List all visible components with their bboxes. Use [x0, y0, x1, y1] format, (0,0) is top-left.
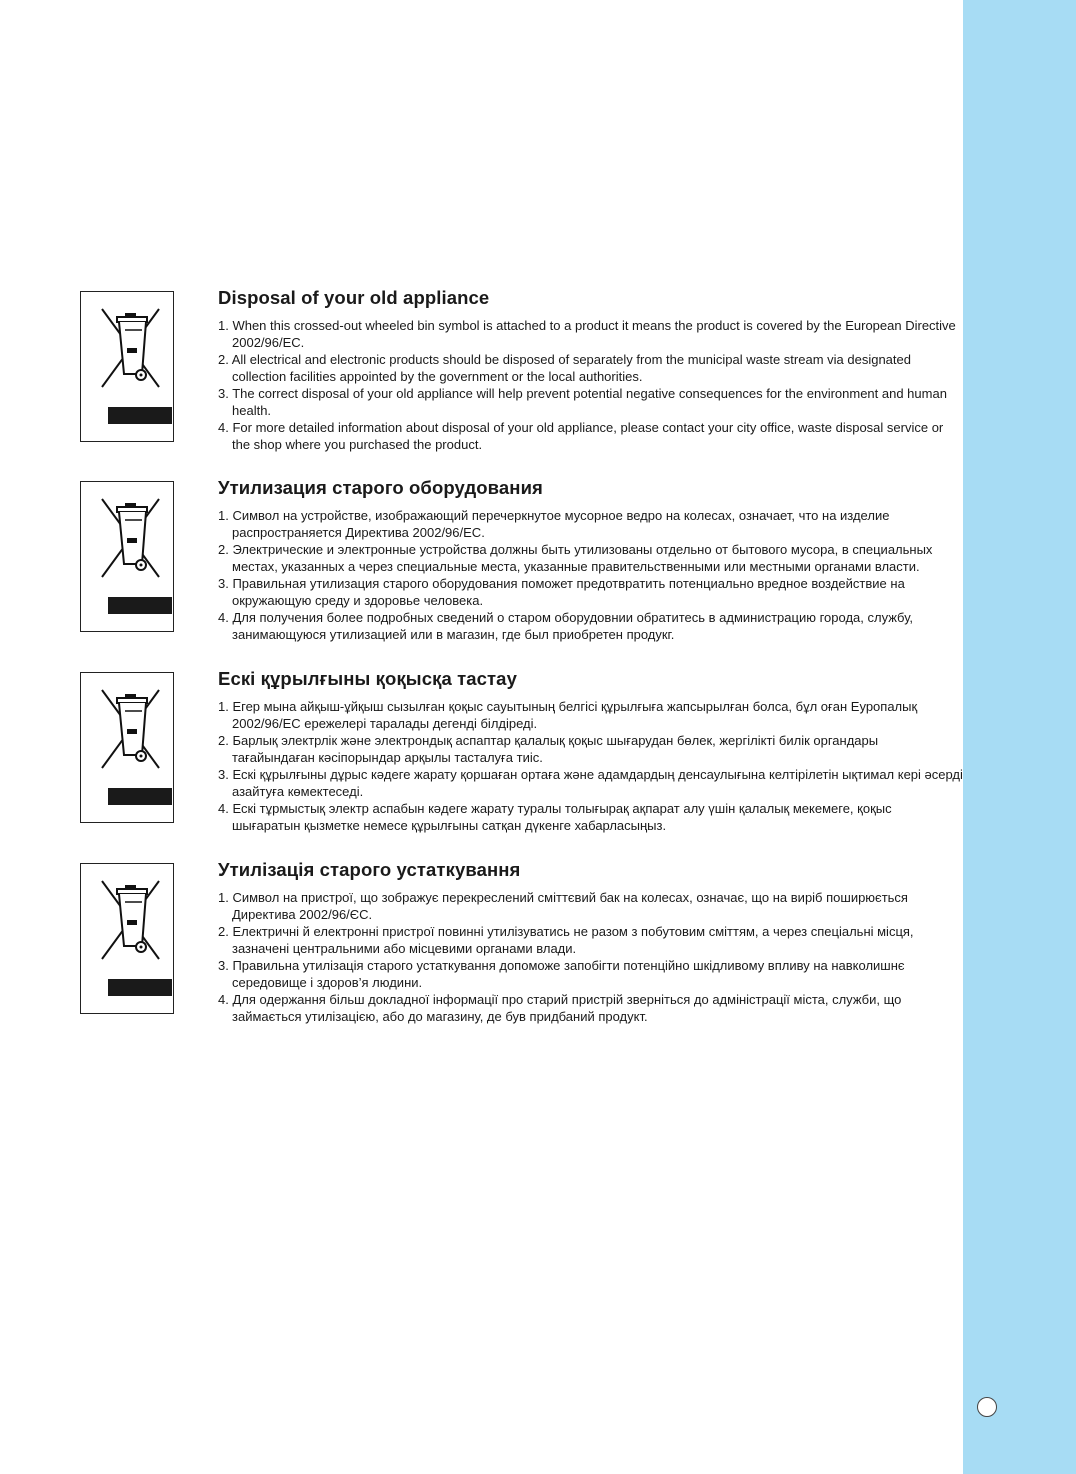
weee-symbol-box — [80, 863, 174, 1014]
black-bar-mark — [108, 979, 172, 996]
list-item: 3. Ескі құрылғыны дұрыс кәдеге жарату қоршаған ортаға және адамдардың денсаулығына келтірілетін ықтимал кері әсерді азайтуға көмектеседі. — [218, 767, 963, 799]
list-item: 4. Для получения более подробных сведений о старом оборудовнии обратитесь в администрацию города, службу, занимающуюся утилизацией или в магазин, где был приобретен продукг. — [218, 610, 914, 642]
crossed-out-wheeled-bin-icon — [101, 689, 161, 771]
list-item: 1. Егер мына айқыш-ұйқыш сызылған қоқыс сауытының белгісі құрылғыға жапсырылған болса, бұл оған Еуропалық 2002/96/EC ережелері таралады дегенді білдіреді. — [218, 699, 918, 731]
list-item: 2. Електричні й електронні пристрої повинні утилізуватись не разом з побутовим сміттям, а через спеціальні місця, зазначені центральними або місцевими органами влади. — [218, 924, 914, 956]
crossed-out-wheeled-bin-icon — [101, 498, 161, 580]
section-title: Утилізація старого устаткування — [218, 859, 521, 880]
list-item: 2. All electrical and electronic products should be disposed of separately from the municipal waste stream via designated collection facilities appointed by the government or the local authorities. — [218, 352, 911, 384]
section-title: Утилизация старого оборудования — [218, 477, 543, 498]
black-bar-mark — [108, 597, 172, 614]
instruction-list — [218, 317, 963, 453]
list-item: 2. Барлық электрлік және электрондық аспаптар қалалық қоқыс шығарудан бөлек, жергілікті билік органдары тағайындаған кәсіпорындар арқылы тасталуға тиіс. — [218, 733, 879, 765]
instruction-list — [218, 507, 963, 643]
crossed-out-wheeled-bin-icon — [101, 880, 161, 962]
list-item: 2. Электрические и электронные устройства должны быть утилизованы отдельно от бытового мусора, в специальных местах, указанных а через специальные места, указанные правительственными или местными органами власти. — [218, 542, 933, 574]
list-item: 3. Правильна утилізація старого устаткування допоможе запобігти потенційно шкідливому впливу на навколишнє середовище і здоров’я людини. — [218, 958, 905, 990]
weee-symbol-box — [80, 672, 174, 823]
section-title: Disposal of your old appliance — [218, 287, 490, 308]
list-item: 1. When this crossed-out wheeled bin symbol is attached to a product it means the product is covered by the European Directive 2002/96/EC. — [218, 318, 956, 350]
list-item: 1. Символ на устройстве, изображающий перечеркнутое мусорное ведро на колесах, означает, что на изделие распространяется Директива 2002/96/EC. — [218, 508, 890, 540]
list-item: 4. Ескі тұрмыстық электр аспабын кәдеге жарату туралы толығырақ ақпарат алу үшін қалалық мекемеге, қоқыс шығаратын қызметке немесе құрылғыны сатқан дүкенге хабарласыңыз. — [218, 801, 892, 833]
list-item: 3. Правильная утилизация старого оборудования поможет предотвратить потенциально вредное воздействие на окружающую среду и здоровье человека. — [218, 576, 905, 608]
side-color-bar — [963, 0, 1076, 1474]
list-item: 1. Символ на пристрої, що зображує перекреслений сміттєвий бак на колесах, означає, що на виріб поширюється Директива 2002/96/ЄС. — [218, 890, 908, 922]
black-bar-mark — [108, 407, 172, 424]
instruction-list — [218, 889, 963, 1025]
list-item: 4. For more detailed information about disposal of your old appliance, please contact your city office, waste disposal service or the shop where you purchased the product. — [218, 420, 944, 452]
page-number-circle — [977, 1397, 997, 1417]
crossed-out-wheeled-bin-icon — [101, 308, 161, 390]
instruction-list — [218, 698, 963, 834]
section-title: Ескі құрылғыны қоқысқа тастау — [218, 668, 517, 689]
weee-symbol-box — [80, 291, 174, 442]
list-item: 3. The correct disposal of your old appliance will help prevent potential negative consequences for the environment and human health. — [218, 386, 947, 418]
list-item: 4. Для одержання більш докладної інформації про старий пристрій зверніться до адміністрації міста, служби, що займається утилізацією, або до магазину, де був придбаний продукт. — [218, 992, 902, 1024]
weee-symbol-box — [80, 481, 174, 632]
black-bar-mark — [108, 788, 172, 805]
